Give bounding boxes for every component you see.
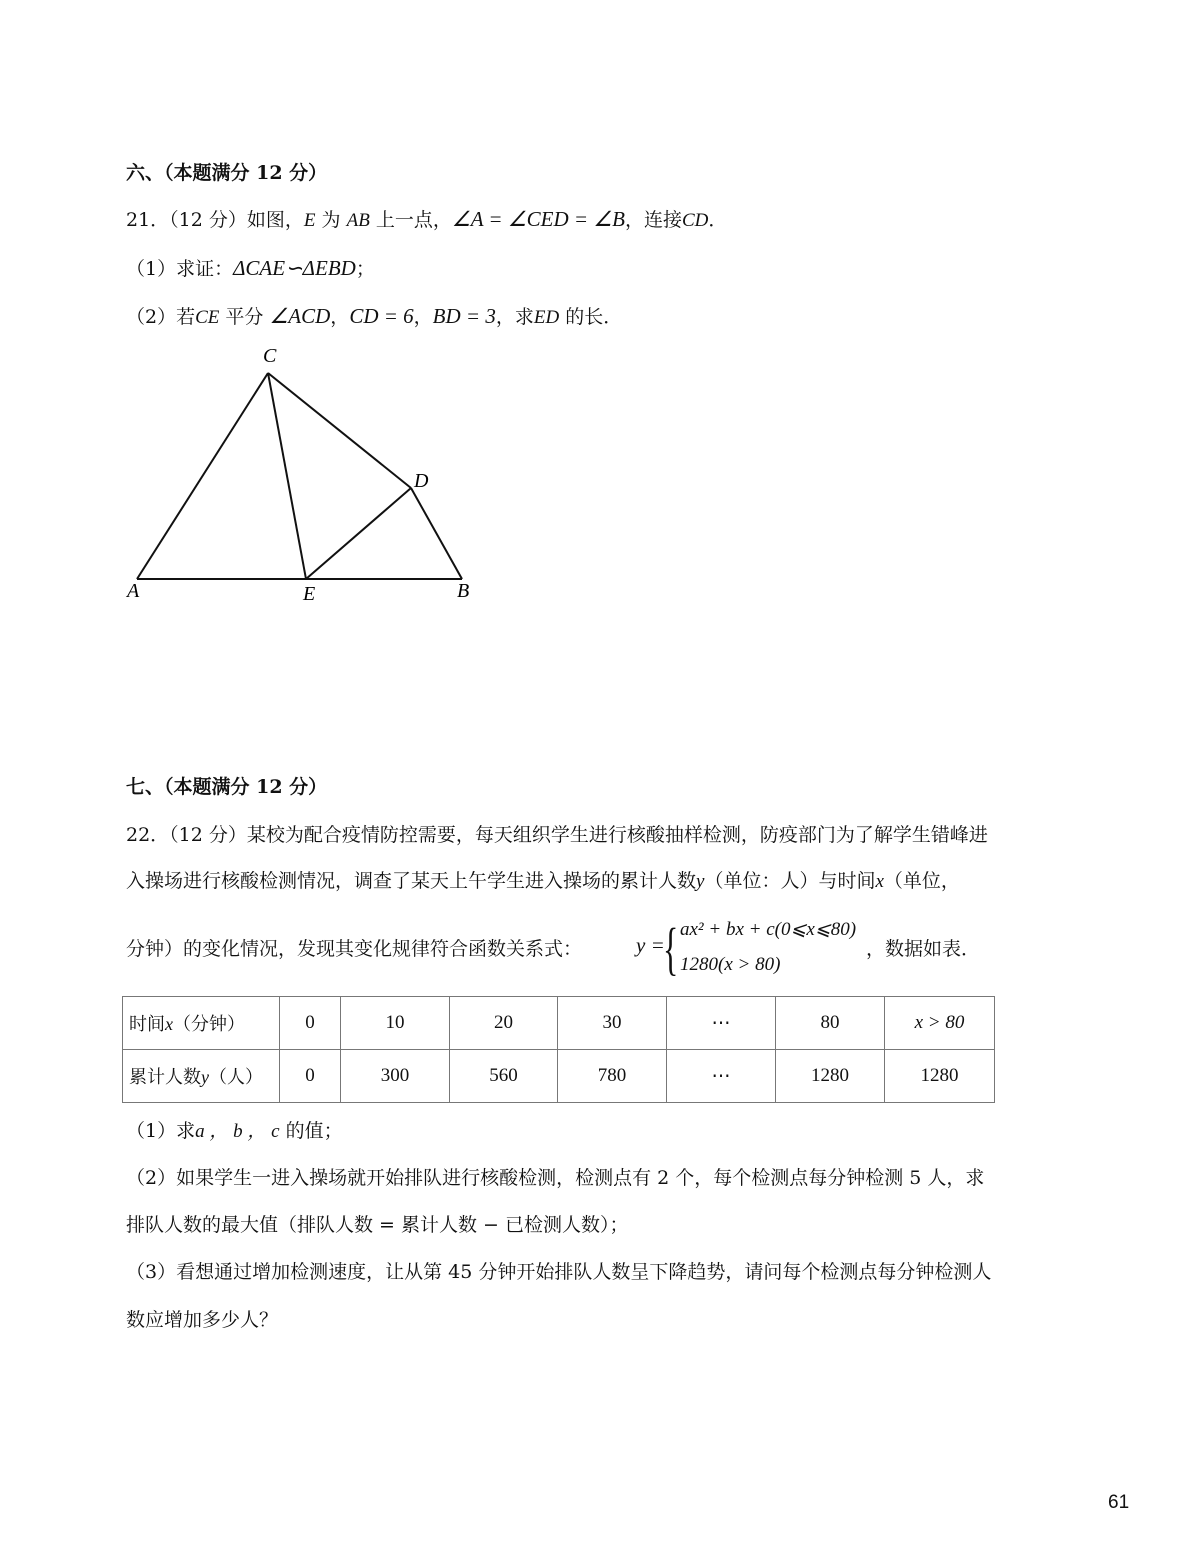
- angle-equation: ∠A = ∠CED = ∠B: [451, 207, 625, 231]
- table-cell: 1280: [885, 1050, 995, 1103]
- data-table: [122, 996, 995, 1103]
- q22-line3-b: ，数据如表．: [866, 938, 981, 960]
- section-seven-heading: 七、（本题满分 12 分）: [126, 776, 328, 798]
- var-y: y: [696, 871, 705, 892]
- table-cell: x > 80: [885, 997, 995, 1050]
- var-ed: ED: [533, 307, 560, 328]
- var-ce: CE: [195, 307, 220, 328]
- table-cell: 20: [450, 997, 558, 1050]
- label-a: A: [127, 580, 140, 602]
- row-header-time-unit: （分钟）: [173, 1014, 245, 1035]
- q22-part3-line2: 数应增加多少人？: [126, 1309, 279, 1331]
- row-header-time-var: x: [165, 1014, 173, 1034]
- q21-comma1: ，: [330, 306, 350, 328]
- similar-triangles-expr: ΔCAE∽ΔEBD: [233, 256, 356, 280]
- q21-comma2: ，: [413, 306, 433, 328]
- q21-part2-ask: ，求: [495, 306, 534, 328]
- piecewise-brace: {: [663, 916, 679, 981]
- angle-acd: ∠ACD: [269, 304, 331, 328]
- table-cell: 80: [776, 997, 885, 1050]
- bd-equals: BD = 3: [432, 304, 496, 328]
- cd-equals: CD = 6: [349, 304, 414, 328]
- q22-part1-vars: a ， b ， c: [195, 1121, 280, 1142]
- q22-line2-a: 入操场进行核酸检测情况，调查了某天上午学生进入操场的累计人数: [126, 870, 697, 892]
- q21-prefix: 21．（12 分）如图，: [126, 209, 304, 231]
- segment-ac: [137, 373, 268, 579]
- var-ab: AB: [346, 210, 370, 231]
- q21-part2-end: 的长．: [559, 306, 623, 328]
- var-e: E: [303, 210, 316, 231]
- row-header-count-text: 累计人数: [129, 1067, 201, 1088]
- table-cell: 10: [341, 997, 450, 1050]
- q21-stem: [126, 205, 727, 232]
- page-number: 61: [1108, 1492, 1130, 1513]
- segment-ed: [306, 488, 411, 579]
- q21-text-connect: ，连接: [624, 209, 682, 231]
- label-e: E: [303, 583, 316, 605]
- q21-period: ．: [708, 209, 728, 231]
- row-header-time-text: 时间: [129, 1014, 165, 1035]
- var-cd: CD: [682, 210, 709, 231]
- q21-text-is: 为: [315, 209, 347, 231]
- q22-line2: [126, 866, 960, 893]
- segment-cd: [268, 373, 411, 488]
- q22-line2-b: （单位：人）与时间: [704, 870, 876, 892]
- q22-part2-line2: 排队人数的最大值（排队人数 = 累计人数 − 已检测人数）；: [126, 1214, 629, 1236]
- q21-part2: [126, 302, 622, 329]
- segment-db: [411, 488, 462, 579]
- table-cell: 780: [558, 1050, 667, 1103]
- table-row-count: [123, 1050, 995, 1103]
- table-row-time: [123, 997, 995, 1050]
- table-cell: 0: [280, 1050, 341, 1103]
- table-cell: 30: [558, 997, 667, 1050]
- piecewise-case-2: 1280(x > 80): [680, 954, 781, 975]
- q22-line3-a: 分钟）的变化情况，发现其变化规律符合函数关系式：: [126, 938, 583, 960]
- q21-part2-bisect: 平分: [219, 306, 270, 328]
- row-header-count: [123, 1050, 280, 1103]
- q21-part1-end: ；: [355, 258, 375, 280]
- table-cell: ⋯: [667, 1050, 776, 1103]
- table-cell: ⋯: [667, 997, 776, 1050]
- function-y: y =: [636, 933, 665, 957]
- table-cell: 300: [341, 1050, 450, 1103]
- segment-ce: [268, 373, 306, 579]
- section-six-heading: 六、（本题满分 12 分）: [126, 162, 328, 184]
- var-x: x: [875, 871, 884, 892]
- label-d: D: [414, 470, 429, 492]
- q22-part1-end: 的值；: [279, 1120, 343, 1142]
- q21-text-point: 上一点，: [369, 209, 452, 231]
- q22-part2-line1: （2）如果学生一进入操场就开始排队进行核酸检测，检测点有 2 个，每个检测点每分钟检测 5 人，求: [126, 1167, 985, 1189]
- piecewise-case-1: ax² + bx + c(0⩽x⩽80): [680, 919, 857, 940]
- q22-line1: 22．（12 分）某校为配合疫情防控需要，每天组织学生进行核酸抽样检测，防疫部门为了解学生错峰进: [126, 824, 988, 846]
- q22-line2-c: （单位，: [883, 870, 960, 892]
- table-cell: 0: [280, 997, 341, 1050]
- q22-part1: [126, 1116, 343, 1143]
- row-header-time: [123, 997, 280, 1050]
- table-cell: 1280: [776, 1050, 885, 1103]
- q22-part1-label: （1）求: [126, 1120, 196, 1142]
- q22-part3-line1: （3）看想通过增加检测速度，让从第 45 分钟开始排队人数呈下降趋势，请问每个检测点每分钟检测人: [126, 1261, 992, 1283]
- label-c: C: [263, 345, 277, 367]
- q21-part1-label: （1）求证：: [126, 258, 234, 280]
- label-b: B: [457, 580, 470, 602]
- triangle-figure: [120, 340, 500, 610]
- q21-part2-label: （2）若: [126, 306, 196, 328]
- row-header-count-var: y: [201, 1067, 209, 1087]
- q21-part1: [126, 254, 375, 281]
- row-header-count-unit: （人）: [209, 1067, 263, 1088]
- table-cell: 560: [450, 1050, 558, 1103]
